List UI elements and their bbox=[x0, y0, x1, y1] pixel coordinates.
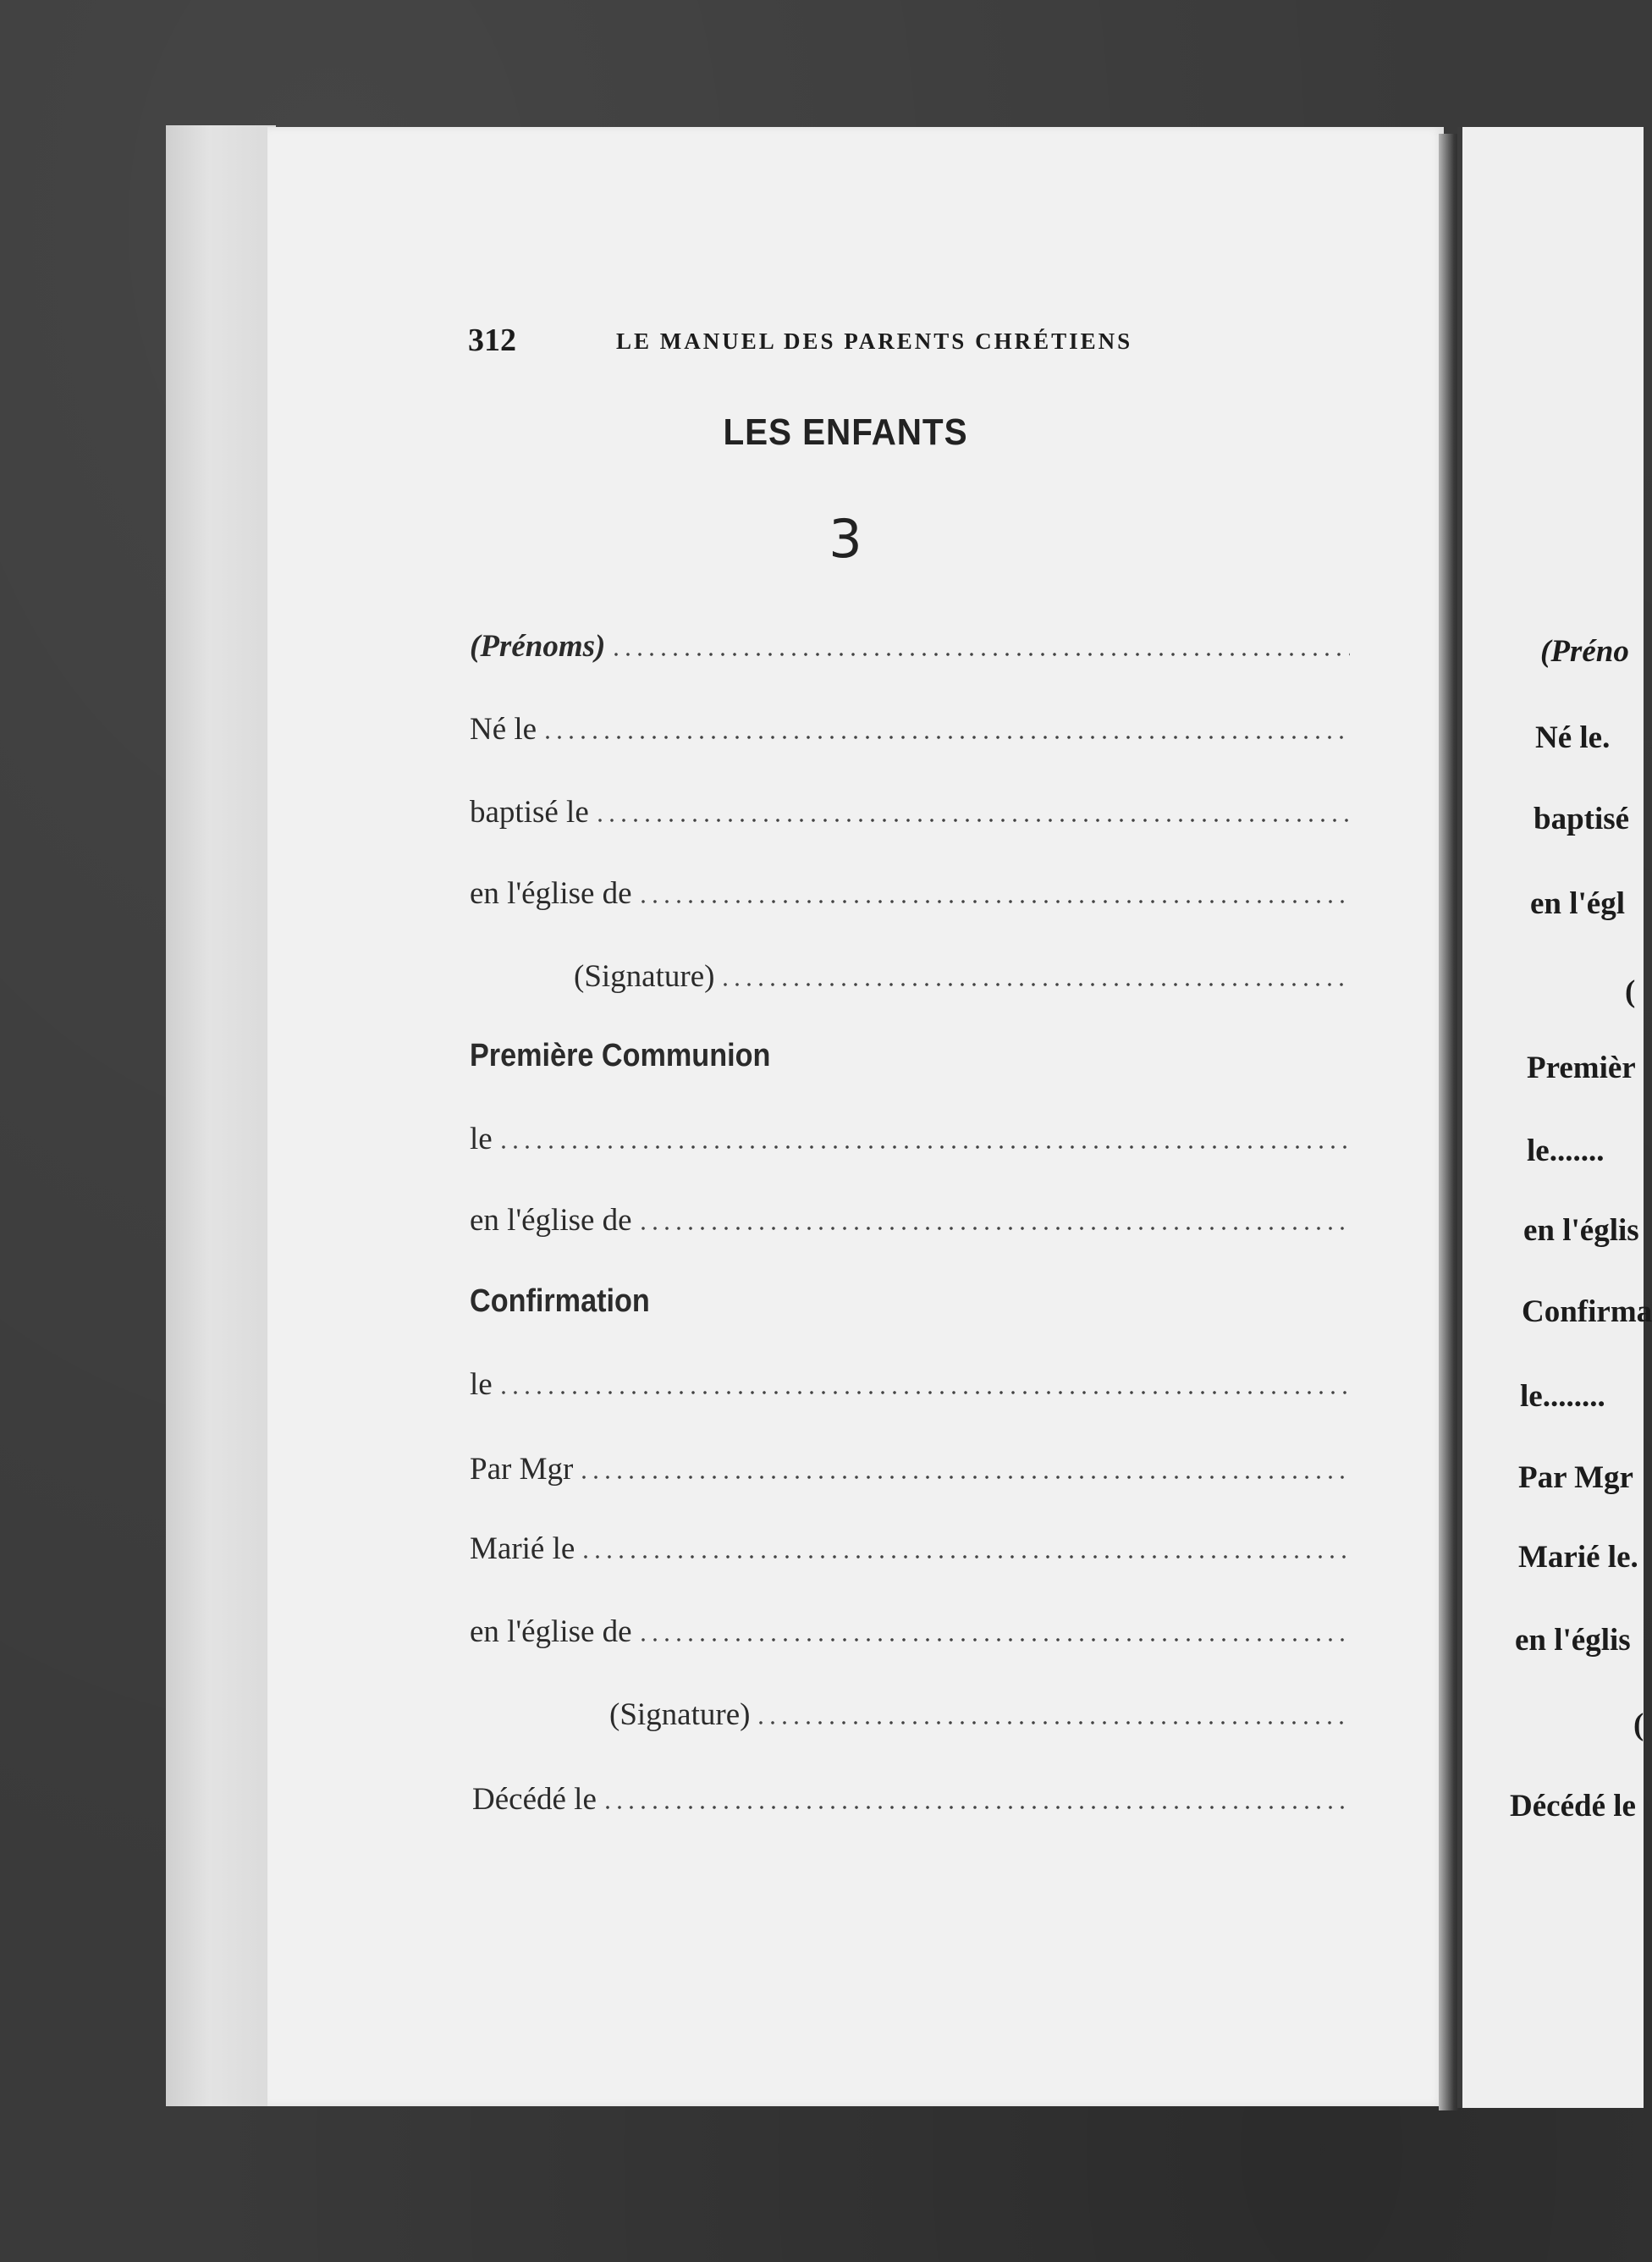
field-par-mgr bbox=[470, 1451, 1350, 1493]
field-label: le bbox=[470, 1122, 493, 1156]
field-communion-le bbox=[470, 1121, 1350, 1163]
right-fragment: Décédé le bbox=[1510, 1789, 1636, 1823]
field-label: baptisé le bbox=[470, 795, 589, 830]
page-number: 312 bbox=[468, 323, 516, 358]
right-fragment: Né le. bbox=[1535, 720, 1611, 755]
dotted-leader bbox=[580, 1555, 1350, 1559]
right-fragment: (Préno bbox=[1540, 634, 1629, 669]
dotted-leader bbox=[610, 653, 1350, 656]
field-label: Confirmation bbox=[470, 1283, 650, 1319]
field-eglise-mariage bbox=[470, 1614, 1350, 1656]
right-fragment: en l'églis bbox=[1515, 1623, 1631, 1658]
right-fragment: en l'églis bbox=[1523, 1213, 1639, 1248]
field-label: (Signature) bbox=[574, 959, 715, 994]
child-number: 3 bbox=[829, 508, 862, 570]
dotted-leader bbox=[498, 1145, 1350, 1149]
field-label: Par Mgr bbox=[470, 1452, 574, 1487]
dotted-leader bbox=[542, 736, 1350, 739]
field-prenoms bbox=[470, 628, 1350, 670]
field-label: Marié le bbox=[470, 1531, 575, 1566]
field-confirmation-le bbox=[470, 1366, 1350, 1409]
right-fragment: Par Mgr bbox=[1518, 1460, 1633, 1495]
field-eglise-bapteme bbox=[470, 875, 1350, 918]
running-title: LE MANUEL DES PARENTS CHRÉTIENS bbox=[616, 328, 1133, 354]
heading-premiere-communion bbox=[470, 1038, 1350, 1080]
field-label: en l'église de bbox=[470, 1203, 632, 1238]
dotted-leader bbox=[594, 819, 1350, 822]
field-label: Né le bbox=[470, 712, 537, 747]
field-baptise-le bbox=[470, 794, 1350, 836]
field-label: (Signature) bbox=[609, 1697, 751, 1732]
field-eglise-communion bbox=[470, 1202, 1350, 1244]
dotted-leader bbox=[602, 1806, 1350, 1809]
heading-confirmation bbox=[470, 1283, 1350, 1326]
right-fragment: Premièr bbox=[1527, 1051, 1636, 1085]
right-fragment: baptisé bbox=[1534, 802, 1630, 836]
dotted-leader bbox=[637, 900, 1350, 903]
right-fragment: en l'égl bbox=[1530, 886, 1626, 921]
right-page bbox=[1457, 127, 1652, 2108]
dotted-leader bbox=[719, 983, 1350, 986]
page-header bbox=[468, 322, 1209, 364]
field-label: Première Communion bbox=[470, 1038, 771, 1073]
dotted-leader bbox=[637, 1638, 1350, 1641]
dotted-leader bbox=[637, 1227, 1350, 1230]
section-title: LES ENFANTS bbox=[723, 411, 968, 453]
field-decede-le bbox=[472, 1781, 1350, 1823]
right-fragment: le....... bbox=[1527, 1134, 1605, 1168]
field-label: Décédé le bbox=[472, 1782, 597, 1817]
field-label: le bbox=[470, 1367, 493, 1402]
page-edge bbox=[166, 125, 276, 2106]
right-fragment: Confirma bbox=[1522, 1294, 1652, 1329]
dotted-leader bbox=[578, 1476, 1350, 1479]
right-fragment: le........ bbox=[1520, 1379, 1605, 1414]
field-label: (Prénoms) bbox=[470, 629, 606, 664]
field-label: en l'église de bbox=[470, 1614, 632, 1649]
field-signature-mariage bbox=[609, 1696, 1350, 1739]
right-fragment: ( bbox=[1633, 1708, 1644, 1742]
field-ne-le bbox=[470, 711, 1350, 753]
dotted-leader bbox=[755, 1721, 1350, 1724]
field-signature-bapteme bbox=[574, 958, 1350, 1001]
right-fragment: ( bbox=[1625, 974, 1636, 1009]
field-marie-le bbox=[470, 1531, 1350, 1573]
right-fragment: Marié le. bbox=[1518, 1540, 1638, 1575]
field-label: en l'église de bbox=[470, 876, 632, 911]
dotted-leader bbox=[498, 1391, 1350, 1394]
